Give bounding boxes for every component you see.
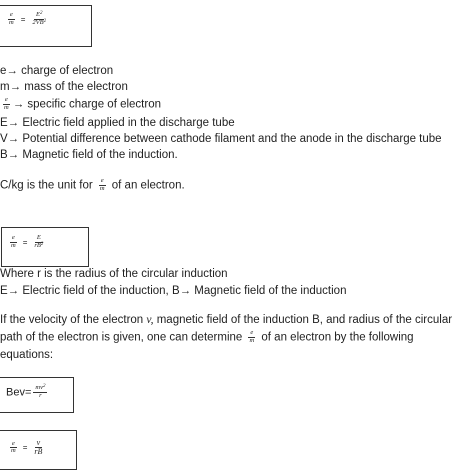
paragraph-line-1: If the velocity of the electron v, magnetic field of the induction B, and radius of the circular [0, 314, 453, 326]
fraction-e-over-m: $\frac{e}{m}$ [11, 439, 16, 455]
paragraph-line-2: path of the electron is given, one can determine $\frac{e}{m}$ of an electron by the following [0, 329, 414, 344]
fraction-v-over-rB: $\frac{v}{rB}$ [34, 438, 43, 457]
definition-specific-charge: $\frac{e}{m}$ → specific charge of electron [4, 96, 161, 111]
fraction-e-over-m: $\frac{e}{m}$ [4, 96, 9, 111]
definition-B: B→ Magnetic field of the induction. [0, 149, 178, 161]
unit-sentence: C/kg is the unit for $\frac{e}{m}$ of an electron. [0, 177, 185, 192]
definition-e: e→ charge of electron [0, 65, 114, 77]
where-line: Where r is the radius of the circular induction [0, 268, 228, 280]
field-definitions-line: E→ Electric field of the induction, B→ Magnetic field of the induction [0, 285, 347, 297]
definition-V: V→ Potential difference between cathode filament and the anode in the discharge tube [0, 133, 442, 145]
fraction-E-over-rB2: $\frac{E}{rB^2}$ [34, 234, 44, 250]
fraction-e-over-m: $\frac{e}{m}$ [11, 234, 16, 250]
formula-box-3: Bev= $\frac{mv^2}{r}$ [0, 377, 74, 413]
fraction-e-over-m: $\frac{e}{m}$ [9, 11, 14, 26]
fraction-e-over-m: $\frac{e}{m}$ [99, 177, 105, 192]
fraction-e2-over-2vb2: $\frac{E^2}{2VB^2}$ [32, 11, 47, 26]
paragraph-line-3: equations: [0, 349, 54, 361]
definition-m: m→ mass of the electron [0, 81, 128, 93]
definition-E: E→ Electric field applied in the discharge tube [0, 117, 235, 129]
formula-box-4: $\frac{e}{m}$ = $\frac{v}{rB}$ [0, 430, 77, 470]
fraction-mv2-over-r: $\frac{mv^2}{r}$ [35, 384, 46, 399]
fraction-e-over-m: $\frac{e}{m}$ [249, 329, 255, 344]
formula-box-2: $\frac{e}{m}$ = $\frac{E}{rB^2}$ [1, 227, 89, 267]
formula-box-1: $\frac{e}{m}$ = $\frac{E^2}{2VB^2}$ [0, 5, 92, 47]
